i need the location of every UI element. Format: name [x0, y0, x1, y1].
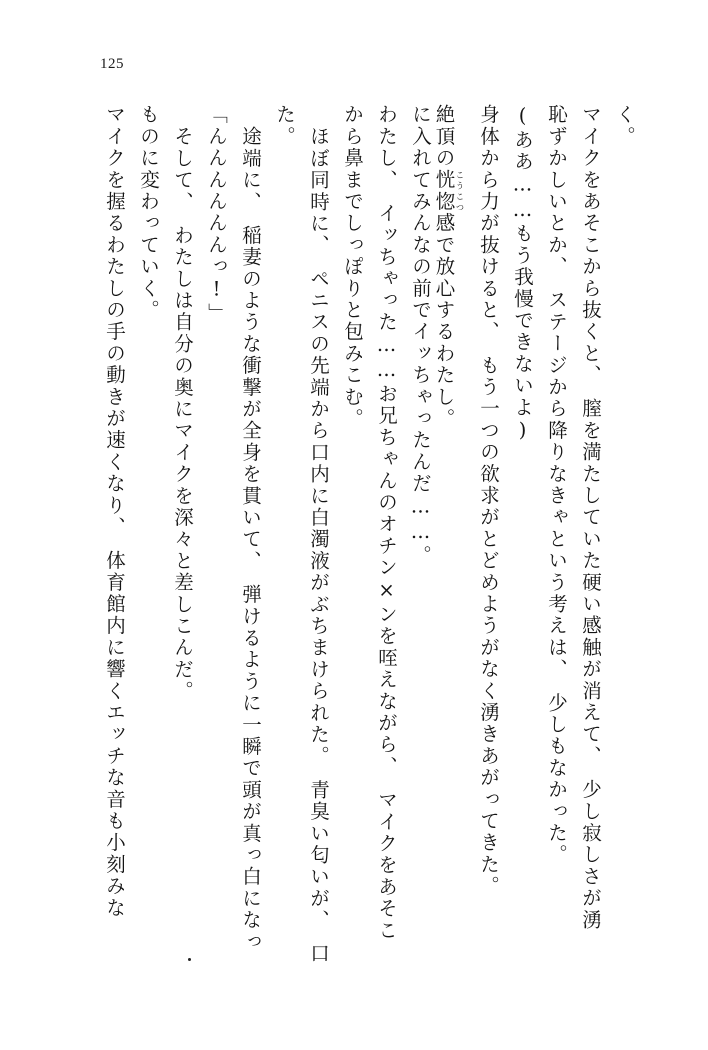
text-column: 「んんんんんんっ!」 [205, 104, 228, 325]
ruby-line-prefix: 絶頂の [432, 104, 456, 170]
text-column: く。 [613, 104, 636, 148]
ruby-base: 恍惚 [432, 169, 456, 213]
text-column: マイクをあそこから抜くと、 膣を満たしていた硬い感触が消えて、 少し寂しさが湧 [579, 104, 602, 931]
text-column: から鼻までしっぽりと包みこむ。 [341, 104, 364, 430]
text-column: 恥ずかしいとか、 ステージから降りなきゃという考えは、 少しもなかった。 [545, 104, 568, 866]
text-column: 途端に、 稲妻のような衝撃が全身を貫いて、 弾けるように一瞬で頭が真っ白になっ [239, 126, 262, 953]
page-number: 125 [100, 56, 124, 72]
text-column: マイクを握るわたしの手の動きが速くなり、 体育館内に響くエッチな音も小刻みな [103, 104, 126, 919]
text-column: ほぼ同時に、 ペニスの先端から口内に白濁液がぶちまけられた。 青臭い匂いが、 口 [307, 126, 330, 965]
text-column-ruby [430, 104, 464, 954]
text-column: 身体から力が抜けると、 もう一つの欲求がとどめようがなく湧きあがってきた。 [477, 104, 500, 898]
ruby-line-suffix: 感で放心するわたし。 [432, 212, 456, 430]
text-column: ものに変わっていく。 [137, 104, 160, 321]
text-column: た。 [273, 104, 296, 148]
footer-dot-mark [188, 958, 191, 961]
text-column: (ああ……もう我慢できないよ) [511, 104, 534, 444]
vertical-body-text [90, 104, 636, 965]
ruby-annotation [432, 169, 464, 213]
text-column: そして、 わたしは自分の奥にマイクを深々と差しこんだ。 [171, 126, 194, 703]
text-column: に入れてみんなの前でイッちゃったんだ……。 [409, 104, 432, 567]
ruby-reading: こうこつ [454, 169, 464, 213]
text-column: わたし、 イッちゃった……お兄ちゃんのオチン×ンを咥えながら、 マイクをあそこ [375, 104, 398, 942]
